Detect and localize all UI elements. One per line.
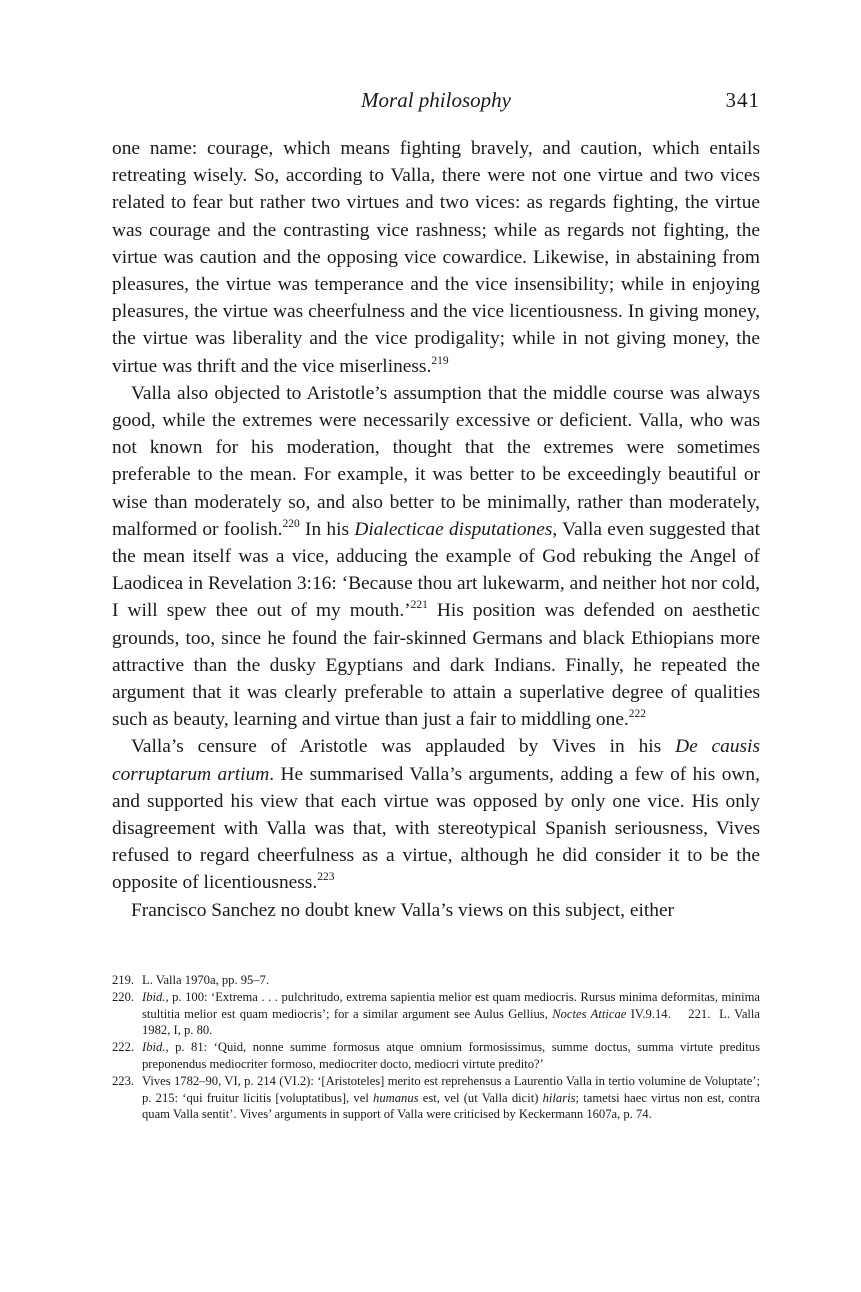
footnote-220 — [112, 989, 760, 1039]
footnote-ref-220: 220 — [282, 517, 300, 530]
paragraph-1 — [112, 135, 760, 380]
footnote-number: 222. — [112, 1040, 135, 1055]
italic-title: Dialecticae disputationes — [354, 518, 553, 540]
footnote-italic: Ibid. — [142, 1040, 166, 1055]
italic-title: De causis corruptarum artium — [112, 736, 760, 785]
footnote-223 — [112, 1073, 760, 1123]
footnote-ref-223: 223 — [317, 871, 335, 884]
paragraph-text: In his — [299, 518, 355, 540]
footnote-number: 223. — [112, 1074, 135, 1089]
footnote-text: ; tametsi haec virtus non est, contra quam Valla sentit’. Vives’ arguments in support of Valla were criticised by Keckermann 1607a, p. 74. — [142, 1090, 760, 1122]
footnote-text: , p. 81: ‘Quid, nonne summe formosus atque omnium formosissimus, summe doctus, summa virtute preditus preponendus mediocriter formoso, mediocriter docto, mediocri virtute predito?’ — [142, 1040, 760, 1071]
footnote-text: est, vel (ut Valla dicit) — [418, 1090, 543, 1105]
body-text — [112, 135, 760, 924]
footnote-219 — [112, 972, 760, 989]
paragraph-text: . He summarised Valla’s arguments, adding a few of his own, and supported his view that each virtue was opposed by only one vice. His only disagreement with Valla was that, with stereotypical Spanish seriousness, Vives refused to regard cheerfulness as a virtue, although he did consider it to be the opposite of licentiousness. — [112, 763, 760, 894]
paragraph-text: Valla’s censure of Aristotle was applauded by Vives in his — [131, 736, 676, 758]
paragraph-2 — [112, 380, 760, 734]
footnote-text: L. Valla 1982, I, p. 80. — [142, 1006, 761, 1038]
footnote-text: Vives 1782–90, VI, p. 214 (VI.2): ‘[Aristoteles] merito est reprehensus a Laurentio Valla in tertio volumine de Voluptate’; p. 215: ‘qui fruitur licitis [voluptatibus], vel — [142, 1074, 760, 1105]
paragraph-4 — [112, 897, 760, 924]
footnote-ref-221: 221 — [410, 599, 428, 612]
page-number: 341 — [725, 88, 760, 112]
footnote-number-221: 221. — [688, 1006, 711, 1021]
footnotes — [112, 972, 760, 1123]
running-head — [112, 88, 760, 118]
paragraph-text: Francisco Sanchez no doubt knew Valla’s views on this subject, either — [131, 899, 675, 921]
footnote-text: L. Valla 1970a, pp. 95–7. — [142, 973, 270, 987]
footnote-italic: Ibid. — [142, 990, 166, 1005]
footnote-italic: hilaris — [542, 1090, 576, 1105]
footnote-italic: humanus — [373, 1090, 419, 1105]
footnote-italic: Noctes Atticae — [552, 1006, 627, 1021]
paragraph-text: Valla also objected to Aristotle’s assumption that the middle course was always good, while the extremes were necessarily excessive or deficient. Valla, who was not known for his moderation, thought that the extremes were sometimes preferable to the mean. For example, it was better to be exceedingly beautiful or wise than moderately so, and also better to be minimally, rather than moderately, malformed or foolish. — [112, 382, 760, 540]
footnote-ref-219: 219 — [431, 354, 449, 367]
paragraph-text: , Valla even suggested that the mean itself was a vice, adducing the example of God rebuking the Angel of Laodicea in Revelation 3:16: ‘Because thou art lukewarm, and neither hot nor cold, I will spew thee out of my mouth.’ — [112, 518, 760, 622]
paragraph-text: His position was defended on aesthetic grounds, too, since he found the fair-skinned Germans and black Ethiopians more attractive than the dusky Egyptians and dark Indians. Finally, he repeated the argument that it was clearly preferable to attain a superlative degree of qualities such as beauty, learning and virtue than just a fair to middling one. — [112, 600, 760, 731]
footnote-number: 219. — [112, 973, 135, 987]
paragraph-3 — [112, 733, 760, 896]
footnote-number: 220. — [112, 990, 135, 1005]
footnote-text: IV.9.14. — [626, 1006, 671, 1021]
paragraph-text: one name: courage, which means fighting bravely, and caution, which entails retreating wisely. So, according to Valla, there were not one virtue and two vices related to fear but rather two virtues and two vices: as regards fighting, the virtue was courage and the contrasting vice rashness; while as regards not fighting, the virtue was caution and the opposing vice cowardice. Likewise, in abstaining from pleasures, the virtue was temperance and the vice insensibility; while in enjoying pleasures, the virtue was cheerfulness and the vice licentiousness. In giving money, the virtue was liberality and the vice prodigality; while in not giving money, the virtue was thrift and the vice miserliness. — [112, 138, 760, 377]
running-title: Moral philosophy — [361, 88, 511, 112]
footnote-ref-222: 222 — [628, 708, 647, 721]
footnote-222 — [112, 1039, 760, 1072]
footnote-text: , p. 100: ‘Extrema . . . pulchritudo, extrema sapientia melior est quam mediocris. Rursus minima deformitas, minima stultitia melior est quam mediocris’; for a similar argument see Aulus Gellius, — [142, 990, 760, 1021]
